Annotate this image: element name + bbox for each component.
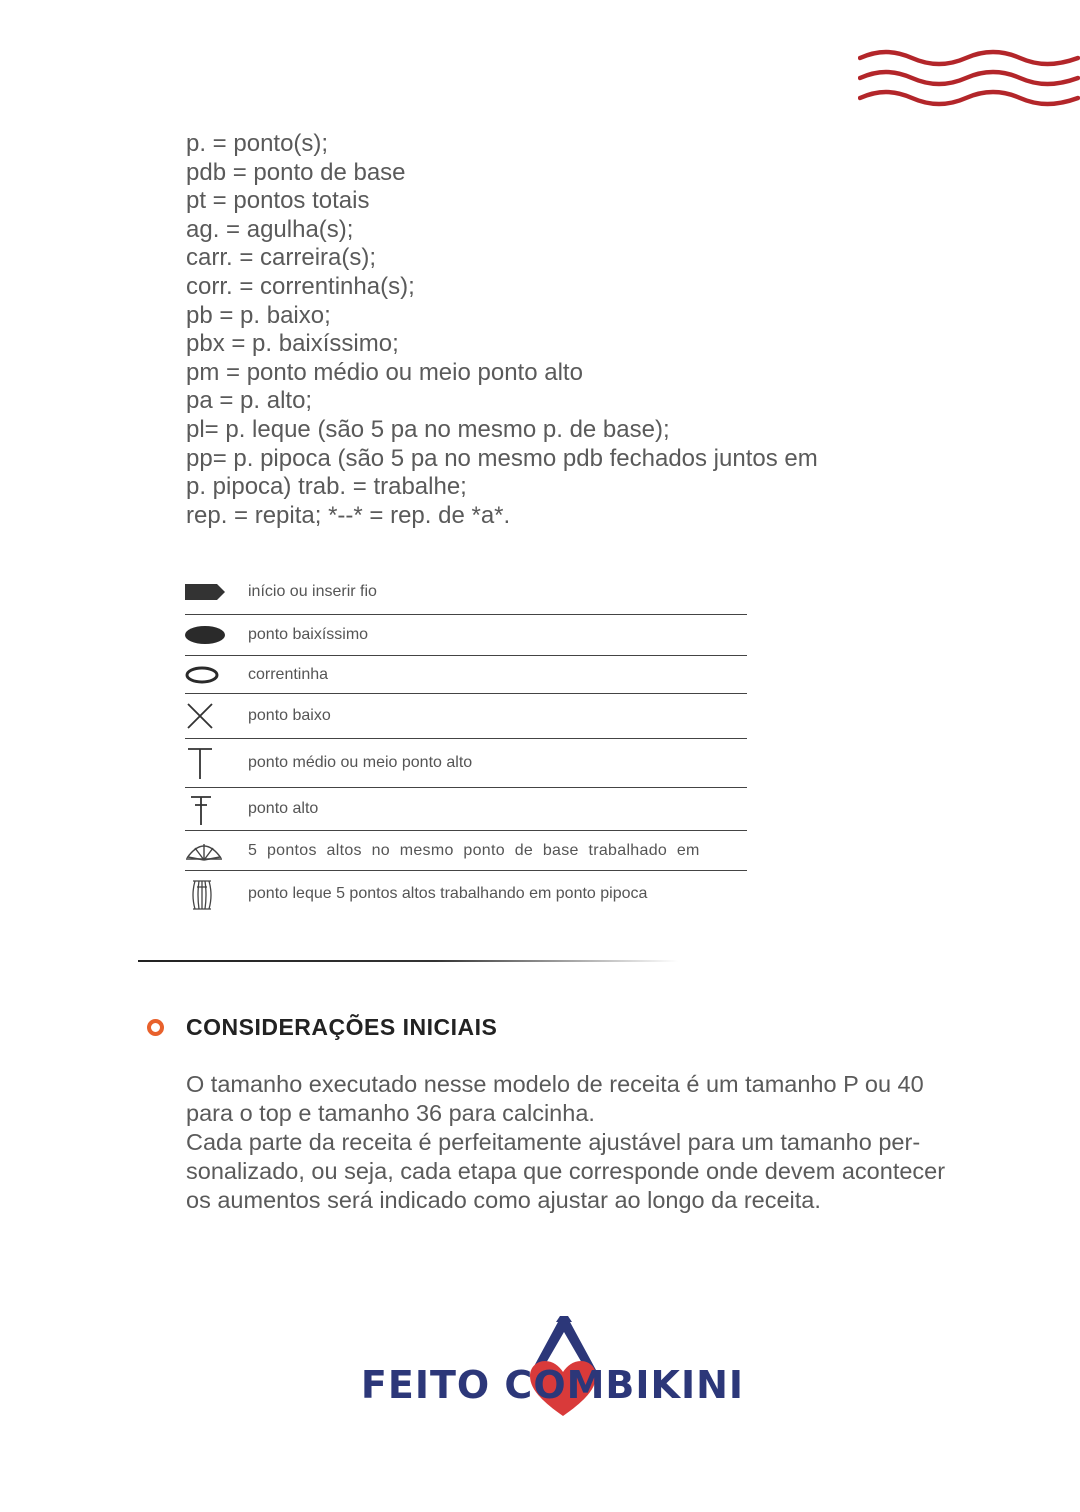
abbreviation-item: pbx = p. baixíssimo; (186, 330, 399, 358)
brand-logo (360, 1316, 745, 1421)
abbreviation-item: p. = ponto(s); (186, 130, 329, 157)
body-line: Cada parte da receita é perfeitamente ajustável para um tamanho per- (186, 1129, 921, 1155)
abbreviation-item: pl= p. leque (são 5 pa no mesmo p. de base); (186, 415, 670, 443)
open-oval-icon (185, 664, 227, 686)
legend-row (185, 871, 747, 917)
legend-row (185, 788, 747, 831)
section-body (186, 1070, 1016, 1215)
legend-row (185, 570, 747, 615)
x-cross-icon (185, 701, 227, 731)
legend-label: correntinha (248, 665, 329, 683)
legend-label: ponto alto (248, 800, 319, 817)
circle-bullet-icon (147, 1019, 164, 1036)
legend-row (185, 694, 747, 739)
abbreviation-item: rep. = repita; *--* = rep. de *a*. (186, 501, 511, 529)
section-title: CONSIDERAÇÕES INICIAIS (186, 1014, 498, 1040)
t-crossed-stitch-icon (185, 791, 227, 827)
legend-row (185, 831, 747, 871)
filled-oval-icon (185, 624, 227, 646)
stitch-legend (185, 570, 747, 917)
body-line: para o top e tamanho 36 para calcinha. (186, 1100, 595, 1126)
legend-row (185, 615, 747, 656)
abbreviation-item: ag. = agulha(s); (186, 215, 354, 243)
abbreviations-list (186, 130, 818, 530)
abbreviation-item: pdb = ponto de base (186, 158, 406, 186)
t-stitch-icon (185, 745, 227, 781)
abbreviation-item: corr. = correntinha(s); (186, 272, 415, 300)
abbreviation-item: pb = p. baixo; (186, 301, 331, 329)
legend-label: ponto leque 5 pontos altos trabalhando em ponto pipoca (248, 885, 648, 902)
abbreviation-item: pt = pontos totais (186, 187, 370, 215)
legend-label: início ou inserir fio (248, 583, 377, 600)
svg-text:FEITO COMBIKINI: FEITO COMBIKINI (360, 1363, 745, 1407)
start-marker-icon (185, 582, 227, 602)
legend-label: ponto médio ou meio ponto alto (248, 754, 473, 771)
abbreviation-item: carr. = carreira(s); (186, 244, 377, 272)
body-line: O tamanho executado nesse modelo de receita é um tamanho P ou 40 (186, 1071, 924, 1097)
legend-row (185, 656, 747, 694)
legend-label: ponto baixo (248, 707, 331, 724)
legend-label: 5 pontos altos no mesmo ponto de base trabalhado em (248, 841, 700, 859)
body-line: sonalizado, ou seja, cada etapa que corresponde onde devem acontecer (186, 1158, 946, 1184)
abbreviation-item: pp= p. pipoca (são 5 pa no mesmo pdb fechados juntos em (186, 444, 818, 472)
legend-row (185, 739, 747, 788)
abbreviation-item: pm = ponto médio ou meio ponto alto (186, 358, 583, 386)
abbreviation-item: p. pipoca) trab. = trabalhe; (186, 473, 467, 501)
fan-stitch-icon (185, 838, 227, 864)
legend-label: ponto baixíssimo (248, 626, 369, 643)
popcorn-stitch-icon (185, 875, 227, 913)
abbreviation-item: pa = p. alto; (186, 387, 313, 415)
wave-decoration-icon (858, 48, 1080, 110)
section-divider (138, 960, 678, 962)
body-line: os aumentos será indicado como ajustar ao longo da receita. (186, 1187, 821, 1213)
